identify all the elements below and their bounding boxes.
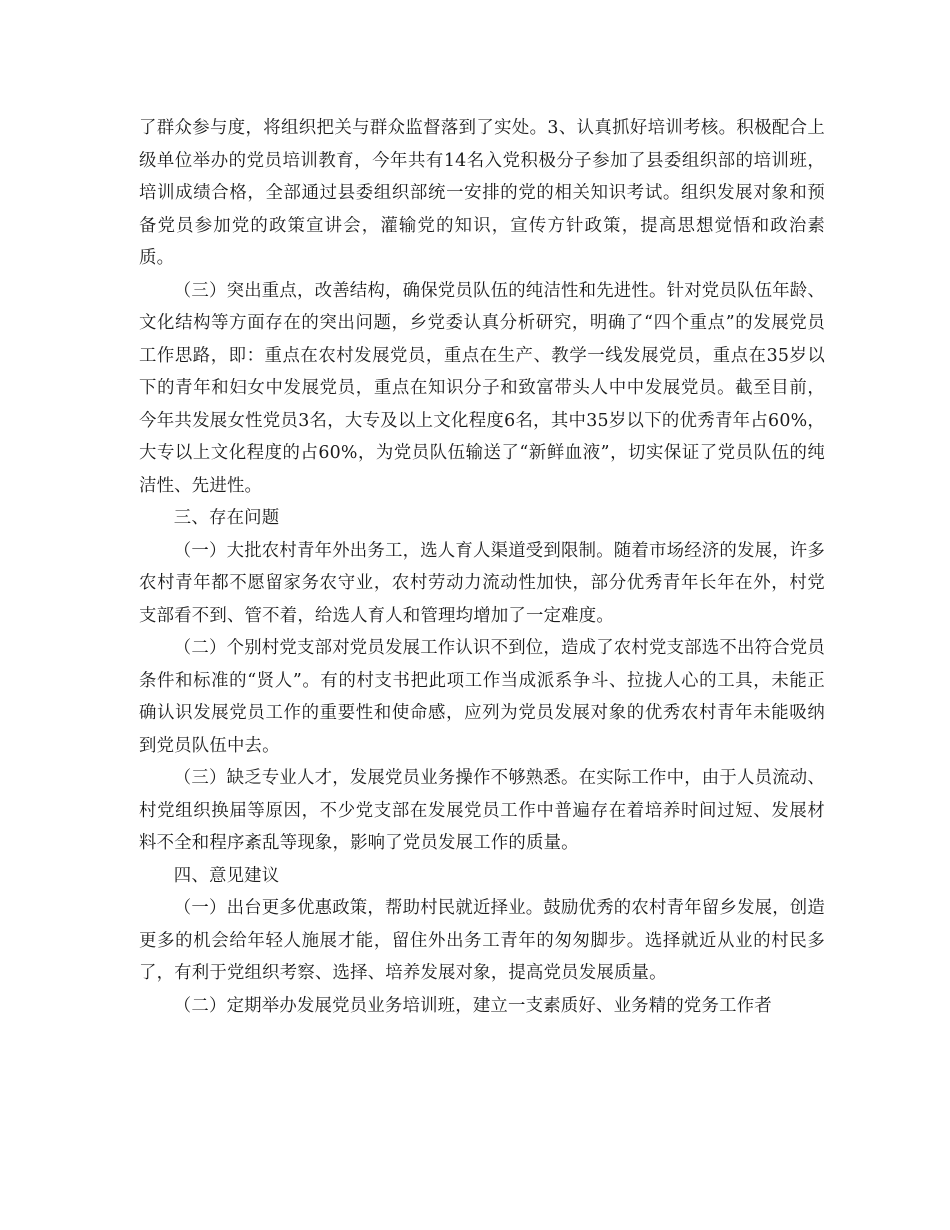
paragraph-suggestion-1: （一）出台更多优惠政策，帮助村民就近择业。鼓励优秀的农村青年留乡发展，创造更多的机会给年轻人施展才能，留住外出务工青年的匆匆脚步。选择就近从业的村民多了，有利于党组织考察、选择、培养发展对象，提高党员发展质量。	[139, 898, 825, 983]
paragraph-key-points-structure: （三）突出重点，改善结构，确保党员队伍的纯洁性和先进性。针对党员队伍年龄、文化结构等方面存在的突出问题，乡党委认真分析研究，明确了“四个重点”的发展党员工作思路，即：重点在农村发展党员，重点在生产、教学一线发展党员，重点在35岁以下的青年和妇女中发展党员，重点在知识分子和致富带头人中中发展党员。截至目前，今年共发展女性党员3名，大专及以上文化程度6名，其中35岁以下的优秀青年占60%，大专以上文化程度的占60%，为党员队伍输送了“新鲜血液”，切实保证了党员队伍的纯洁性、先进性。	[139, 280, 825, 496]
document-body	[139, 112, 825, 1022]
paragraph-problem-3: （三）缺乏专业人才，发展党员业务操作不够熟悉。在实际工作中，由于人员流动、村党组织换届等原因，不少党支部在发展党员工作中普遍存在着培养时间过短、发展材料不全和程序紊乱等现象，影响了党员发展工作的质量。	[139, 768, 825, 853]
paragraph-problem-2: （二）个别村党支部对党员发展工作认识不到位，造成了农村党支部选不出符合党员条件和标准的“贤人”。有的村支书把此项工作当成派系争斗、拉拢人心的工具，未能正确认识发展党员工作的重要性和使命感，应列为党员发展对象的优秀农村青年未能吸纳到党员队伍中去。	[139, 638, 825, 756]
heading-existing-problems: 三、存在问题	[173, 508, 280, 528]
paragraph-problem-1: （一）大批农村青年外出务工，选人育人渠道受到限制。随着市场经济的发展，许多农村青年都不愿留家务农守业，农村劳动力流动性加快，部分优秀青年长年在外，村党支部看不到、管不着，给选人育人和管理均增加了一定难度。	[139, 540, 825, 626]
heading-suggestions: 四、意见建议	[173, 865, 280, 886]
paragraph-training-assessment: 了群众参与度，将组织把关与群众监督落到了实处。3、认真抓好培训考核。积极配合上级单位举办的党员培训教育，今年共有14名入党积极分子参加了县委组织部的培训班，培训成绩合格，全部通过县委组织部统一安排的党的相关知识考试。组织发展对象和预备党员参加党的政策宣讲会，灌输党的知识，宣传方针政策，提高思想觉悟和政治素质。	[139, 118, 825, 268]
paragraph-suggestion-2: （二）定期举办发展党员业务培训班，建立一支素质好、业务精的党务工作者	[173, 995, 772, 1016]
